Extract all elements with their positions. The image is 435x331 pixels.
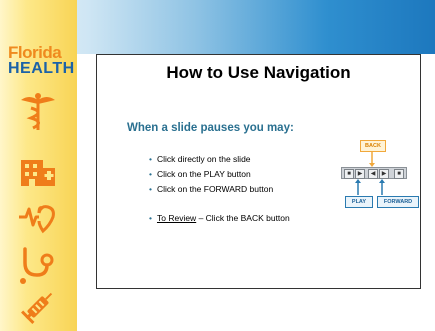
caduceus-icon [17,90,59,132]
logo-health-text: HEALTH [8,60,75,77]
stethoscope-icon [17,243,59,285]
bullet-click-forward: • Click on the FORWARD button [149,182,273,197]
bullet-click-slide: • Click directly on the slide [149,152,273,167]
review-instruction [149,213,290,223]
slide-title: How to Use Navigation [166,63,351,82]
bullet-click-play: • Click on the PLAY button [149,167,273,182]
review-rest-text: – Click the BACK button [196,213,290,223]
player-controls-diagram [341,139,421,209]
sidebar [0,0,77,331]
play-label: PLAY [345,196,373,208]
play-button[interactable]: ▶ [355,169,365,179]
forward-button[interactable]: ▶ [379,169,389,179]
forward-label: FORWARD [377,196,419,208]
heartbeat-icon [17,195,59,237]
building-icon [17,150,59,192]
logo-florida-text: Florida [8,43,62,62]
review-link[interactable]: To Review [156,213,197,223]
back-label: BACK [360,140,386,152]
stop-button[interactable]: ■ [344,169,354,179]
syringe-icon [17,286,59,328]
player-control-bar [341,167,407,179]
back-button[interactable]: ◀ [368,169,378,179]
end-button[interactable]: ■ [394,169,404,179]
slide-subtitle: When a slide pauses you may: [127,122,294,134]
florida-health-logo [8,43,75,77]
slide-panel[interactable] [96,54,421,289]
instruction-list [149,152,273,197]
